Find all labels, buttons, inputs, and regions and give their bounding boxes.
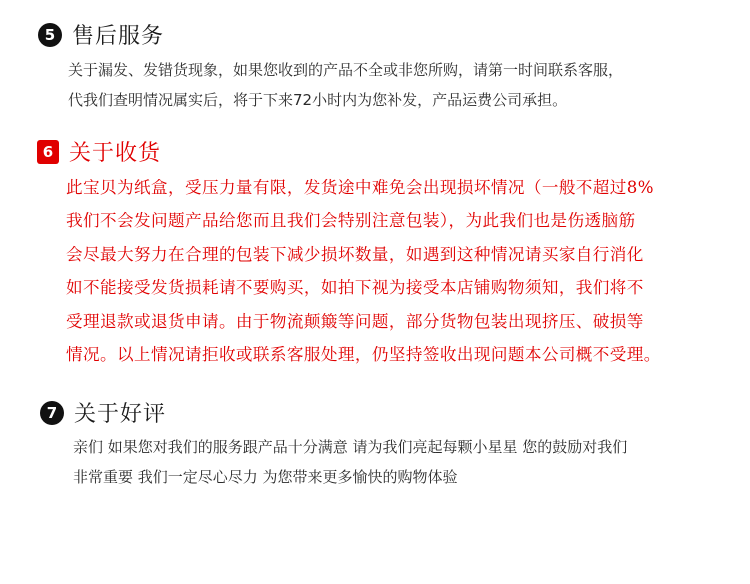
section-6-line-1: 此宝贝为纸盒，受压力量有限，发货途中难免会出现损坏情况（一般不超过8% [66, 178, 654, 197]
section-7-title: 关于好评 [74, 402, 167, 427]
section-7-line-1: 亲们 如果您对我们的服务跟产品十分满意 请为我们亮起每颗小星星 您的鼓励对我们 [73, 438, 628, 456]
section-6-line-2: 我们不会发问题产品给您而且我们会特别注意包装），为此我们也是伤透脑筋 [66, 211, 636, 230]
section-5-title: 售后服务 [72, 24, 165, 49]
section-7-heading [40, 397, 166, 428]
section-7-line-2: 非常重要 我们一定尽心尽力 为您带来更多愉快的购物体验 [73, 468, 458, 486]
section-6-line-4: 如不能接受发货损耗请不要购买，如拍下视为接受本店铺购物须知，我们将不 [66, 278, 644, 297]
section-6-line-6: 情况。以上情况请拒收或联系客服处理，仍坚持签收出现问题本公司概不受理。 [66, 345, 661, 364]
section-6-heading [37, 136, 161, 167]
number-7-badge: 7 [40, 401, 64, 425]
section-6-line-5: 受理退款或退货申请。由于物流颠簸等问题，部分货物包装出现挤压、破损等 [66, 312, 644, 331]
section-5-line-2: 代我们查明情况属实后，将于下来72小时内为您补发，产品运费公司承担。 [68, 91, 568, 109]
section-5-heading [38, 19, 164, 50]
number-5-badge: 5 [38, 23, 62, 47]
section-6-line-3: 会尽最大努力在合理的包装下减少损坏数量，如遇到这种情况请买家自行消化 [66, 245, 644, 264]
section-6-title: 关于收货 [69, 141, 162, 166]
number-6-badge: 6 [37, 140, 59, 164]
section-5-line-1: 关于漏发、发错货现象，如果您收到的产品不全或非您所购，请第一时间联系客服， [68, 61, 624, 79]
